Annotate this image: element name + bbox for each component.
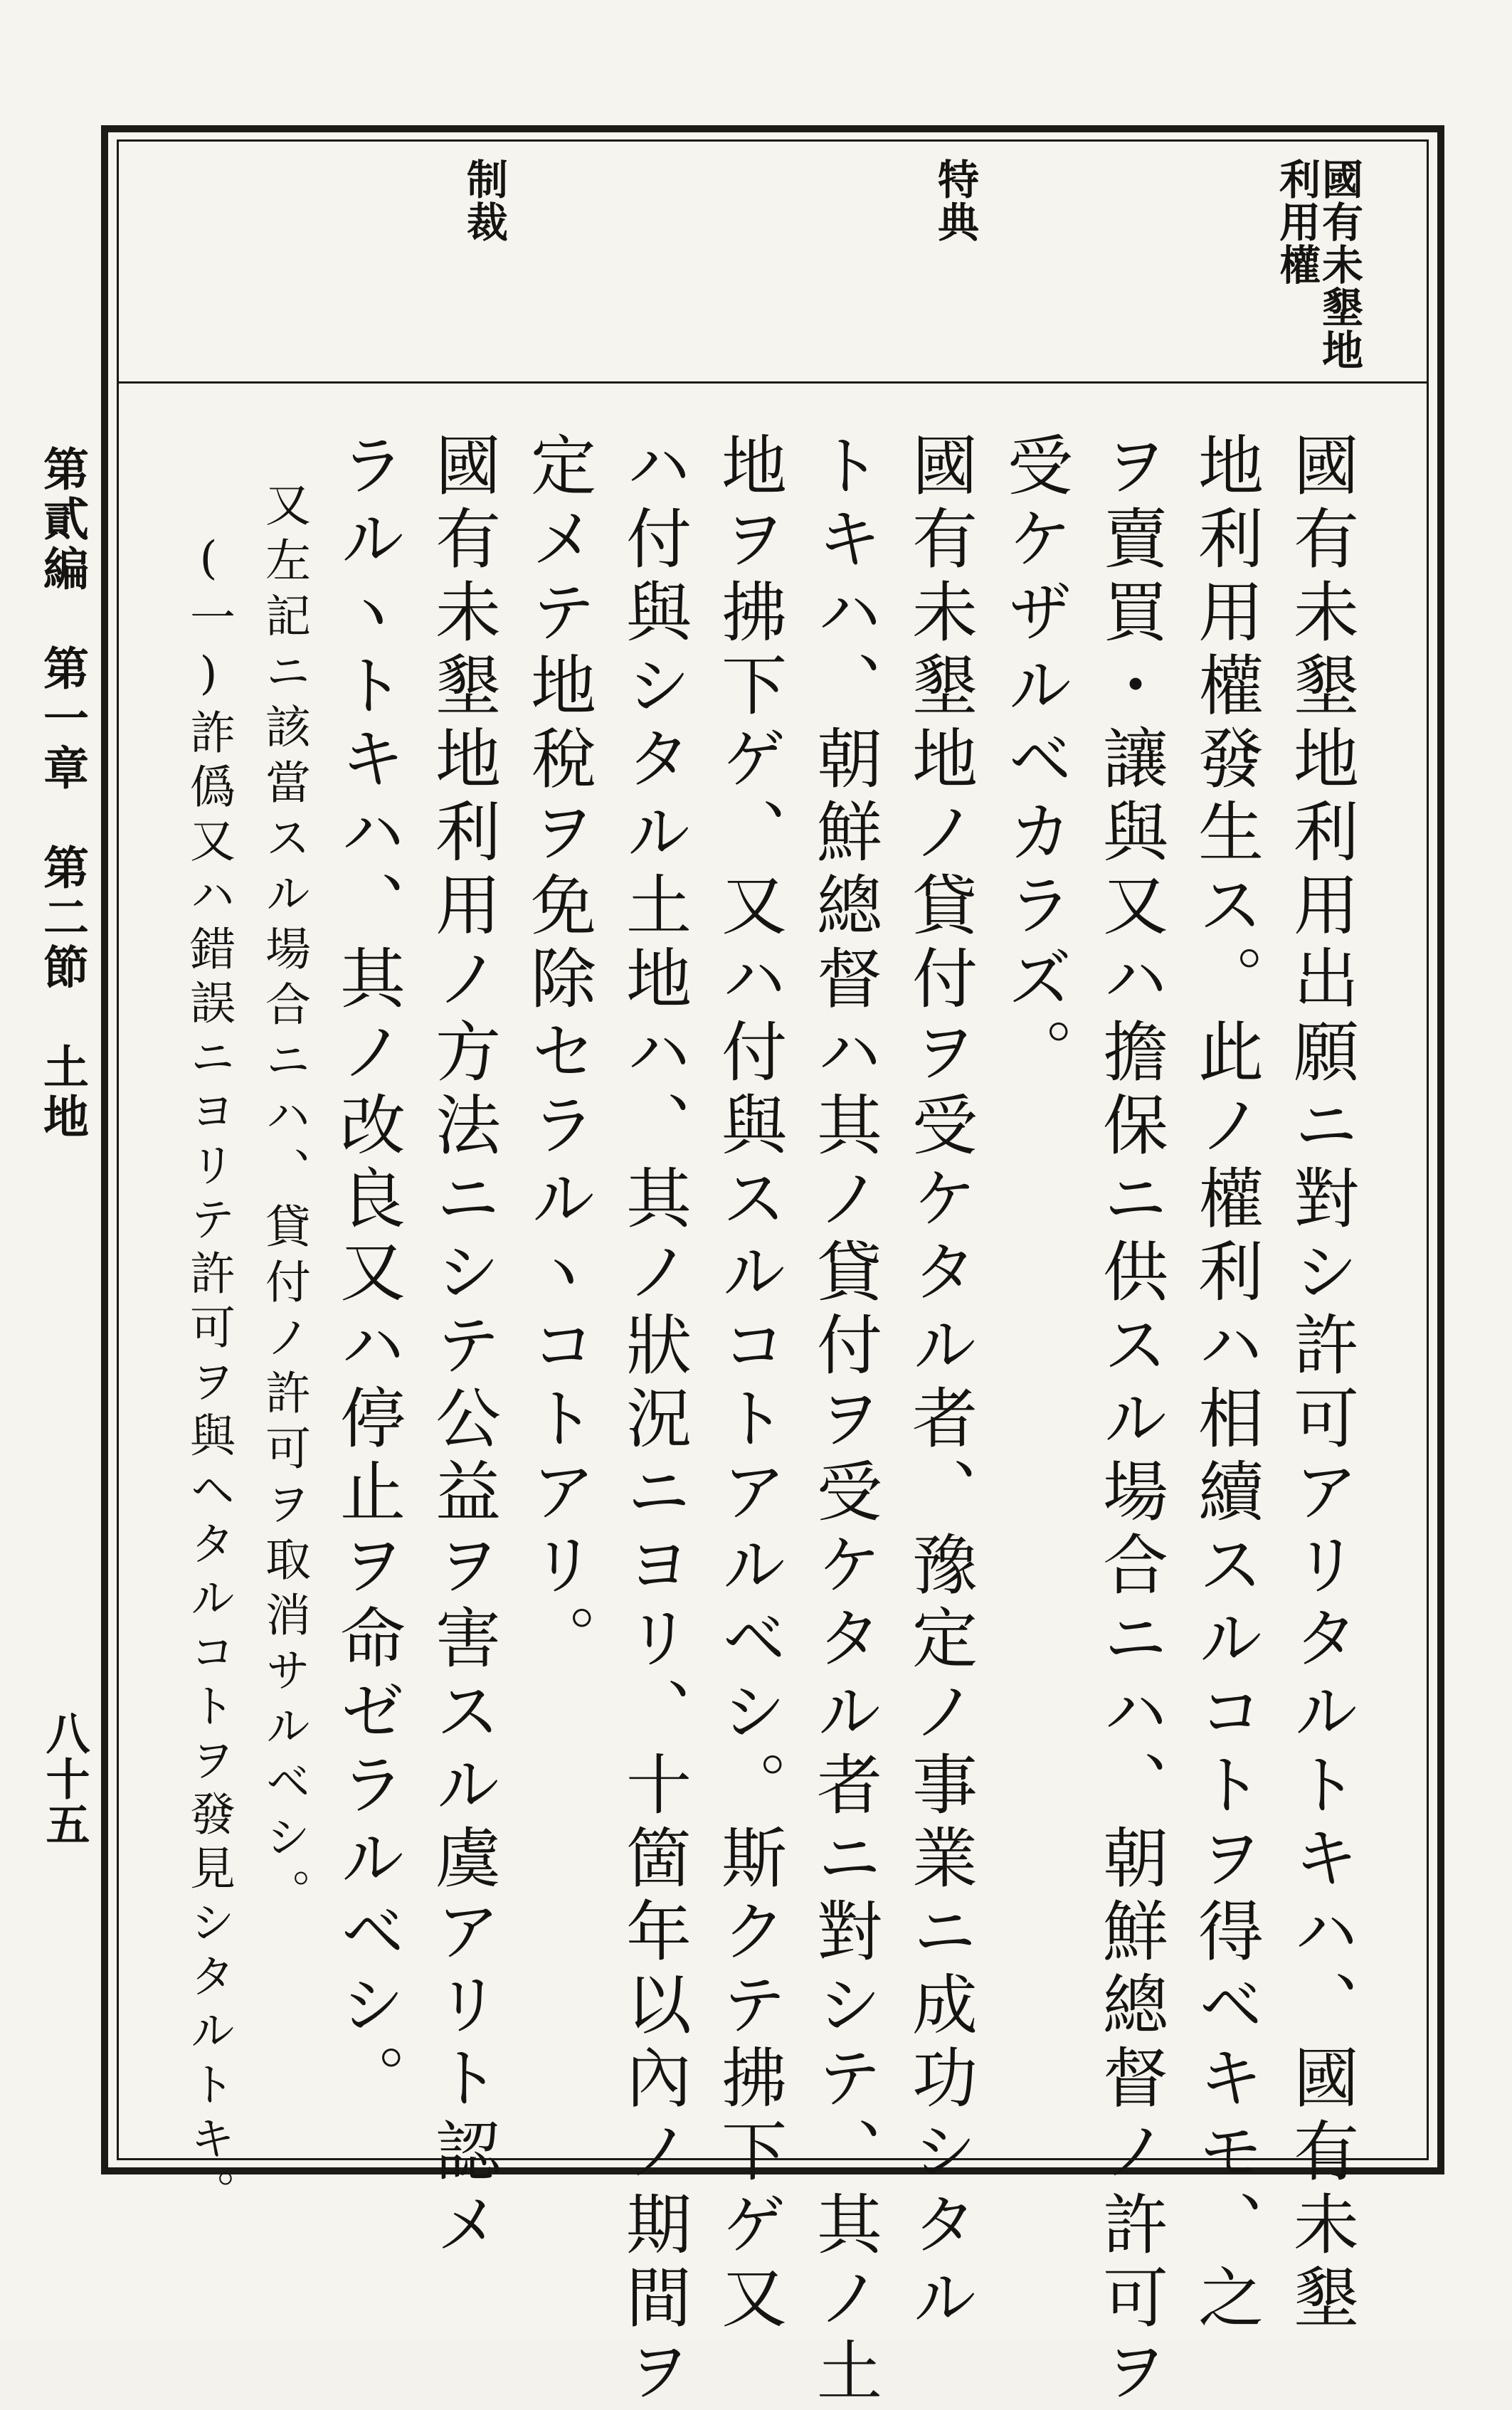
body-column-8: ハ付與シタル土地ハ、其ノ狀況ニヨリ、十箇年以內ノ期間ヲ xyxy=(615,431,692,2410)
header-label-kokuyu: 國有未墾地 利用權 xyxy=(1272,158,1363,371)
body-column-7: 地ヲ拂下ゲ、又ハ付與スルコトアルベシ。斯クテ拂下ゲ又 xyxy=(711,431,787,2337)
body-column-5: 國有未墾地ノ貸付ヲ受ケタル者、豫定ノ事業ニ成功シタル xyxy=(902,431,978,2337)
header-divider xyxy=(117,381,1429,384)
body-column-2: 地利用權發生ス。此ノ權利ハ相續スルコトヲ得ベキモ、之 xyxy=(1188,431,1264,2337)
body-column-1: 國有未墾地利用出願ニ對シ許可アリタルトキハ、國有未墾 xyxy=(1283,431,1359,2337)
running-head: 第貳編 第一章 第二節 土地 xyxy=(36,445,89,1143)
note-column-2: (一)詐僞又ハ錯誤ニヨリテ許可ヲ與ヘタルコトヲ發見シタルトキ。 xyxy=(182,532,235,2223)
page-number: 八十五 xyxy=(38,1711,90,1847)
body-column-6: トキハ、朝鮮總督ハ其ノ貸付ヲ受ケタル者ニ對シテ、其ノ土 xyxy=(806,431,882,2410)
body-column-3: ヲ賣買・讓與又ハ擔保ニ供スル場合ニハ、朝鮮總督ノ許可ヲ xyxy=(1092,431,1168,2410)
header-label-seisai: 制裁 xyxy=(460,158,508,243)
note-column-1: 又左記ニ該當スル場合ニハ、貸付ノ許可ヲ取消サルベシ。 xyxy=(258,481,310,1924)
body-column-11: ラルヽトキハ、其ノ改良又ハ停止ヲ命ゼラルベシ。 xyxy=(329,431,406,2117)
body-column-9: 定メテ地稅ヲ免除セラルヽコトアリ。 xyxy=(520,431,596,1677)
body-column-4: 受ケザルベカラズ。 xyxy=(997,431,1073,1091)
body-column-10: 國有未墾地利用ノ方法ニシテ公益ヲ害スル虞アリト認メ xyxy=(425,431,501,2263)
header-label-tokuten: 特典 xyxy=(931,158,979,243)
